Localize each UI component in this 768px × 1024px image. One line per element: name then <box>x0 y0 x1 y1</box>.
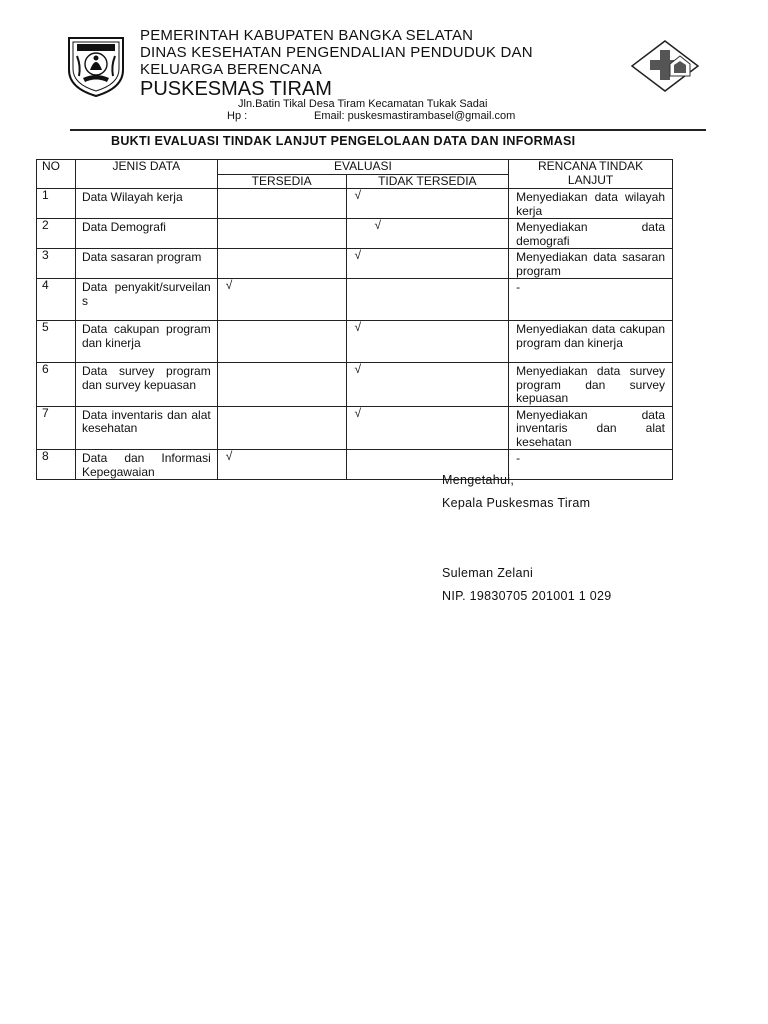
row-rencana: - <box>509 450 673 480</box>
row-tersedia-check <box>217 219 346 249</box>
row-jenis: Data sasaran program <box>75 249 217 279</box>
signature-nama: Suleman Zelani <box>442 566 534 580</box>
row-tersedia-check <box>217 279 346 321</box>
header-line-3: KELUARGA BERENCANA <box>140 61 322 78</box>
row-tersedia-check <box>217 189 346 219</box>
row-rencana: Menyediakan data demografi <box>509 219 673 249</box>
row-jenis: Data penyakit/surveilans <box>75 279 217 321</box>
row-no: 4 <box>37 279 76 321</box>
check-mark: √ <box>225 278 233 292</box>
header-puskesmas-name: PUSKESMAS TIRAM <box>140 78 332 100</box>
row-rencana: Menyediakan data survey program dan survey kepuasan <box>509 363 673 407</box>
row-jenis: Data inventaris dan alat kesehatan <box>75 406 217 450</box>
check-mark: √ <box>354 248 362 262</box>
header-address: Jln.Batin Tikal Desa Tiram Kecamatan Tukak Sadai <box>238 98 488 110</box>
table-row <box>37 450 673 480</box>
row-tersedia-check <box>217 450 346 480</box>
row-tersedia-check <box>217 249 346 279</box>
header-divider <box>70 129 706 131</box>
regency-seal-logo <box>63 34 129 98</box>
puskesmas-logo <box>630 40 700 92</box>
row-no: 8 <box>37 450 76 480</box>
header-line-2: DINAS KESEHATAN PENGENDALIAN PENDUDUK DAN <box>140 44 533 61</box>
table-row <box>37 249 673 279</box>
check-mark: √ <box>354 320 362 334</box>
table-row <box>37 406 673 450</box>
row-jenis: Data Demografi <box>75 219 217 249</box>
header-no: NO <box>37 160 76 189</box>
check-mark: √ <box>354 405 362 420</box>
check-mark: √ <box>374 218 382 232</box>
table-row <box>37 321 673 363</box>
row-no: 5 <box>37 321 76 363</box>
row-no: 6 <box>37 363 76 407</box>
signature-jabatan: Kepala Puskesmas Tiram <box>442 496 591 510</box>
row-no: 2 <box>37 219 76 249</box>
row-tidak-tersedia-check <box>346 279 509 321</box>
table-row <box>37 279 673 321</box>
row-tersedia-check <box>217 321 346 363</box>
check-mark: √ <box>354 362 362 376</box>
header-evaluasi: EVALUASI <box>217 160 508 175</box>
header-hp-label: Hp : <box>227 110 248 122</box>
table-row <box>37 189 673 219</box>
header-tidak-tersedia: TIDAK TERSEDIA <box>346 174 509 189</box>
check-mark: √ <box>225 449 233 463</box>
document-title: BUKTI EVALUASI TINDAK LANJUT PENGELOLAAN DATA DAN INFORMASI <box>111 134 576 148</box>
row-tidak-tersedia-check <box>346 321 509 363</box>
evaluation-table <box>36 159 673 480</box>
row-tersedia-check <box>217 363 346 407</box>
header-rencana: RENCANA TINDAK LANJUT <box>509 160 673 189</box>
row-jenis: Data Wilayah kerja <box>75 189 217 219</box>
row-jenis: Data dan Informasi Kepegawaian <box>75 450 217 480</box>
row-rencana: Menyediakan data cakupan program dan kinerja <box>509 321 673 363</box>
row-tidak-tersedia-check <box>346 219 509 249</box>
row-rencana: Menyediakan data sasaran program <box>509 249 673 279</box>
row-rencana: - <box>509 279 673 321</box>
table-row <box>37 363 673 407</box>
row-no: 3 <box>37 249 76 279</box>
row-tidak-tersedia-check <box>346 189 509 219</box>
row-rencana: Menyediakan data inventaris dan alat kesehatan <box>509 406 673 450</box>
header-tersedia: TERSEDIA <box>217 174 346 189</box>
header-email: Email: puskesmastirambasel@gmail.com <box>314 110 516 122</box>
row-tidak-tersedia-check <box>346 363 509 407</box>
check-mark: √ <box>354 188 362 202</box>
row-jenis: Data survey program dan survey kepuasan <box>75 363 217 407</box>
header-jenis-data: JENIS DATA <box>75 160 217 189</box>
header-line-1: PEMERINTAH KABUPATEN BANGKA SELATAN <box>140 27 474 44</box>
table-row <box>37 219 673 249</box>
signature-nip: NIP. 19830705 201001 1 029 <box>442 589 612 603</box>
row-rencana: Menyediakan data wilayah kerja <box>509 189 673 219</box>
row-tidak-tersedia-check <box>346 406 509 450</box>
row-no: 1 <box>37 189 76 219</box>
signature-mengetahui: Mengetahui, <box>442 473 515 487</box>
row-tidak-tersedia-check <box>346 249 509 279</box>
row-no: 7 <box>37 406 76 450</box>
row-jenis: Data cakupan program dan kinerja <box>75 321 217 363</box>
row-tersedia-check <box>217 406 346 450</box>
